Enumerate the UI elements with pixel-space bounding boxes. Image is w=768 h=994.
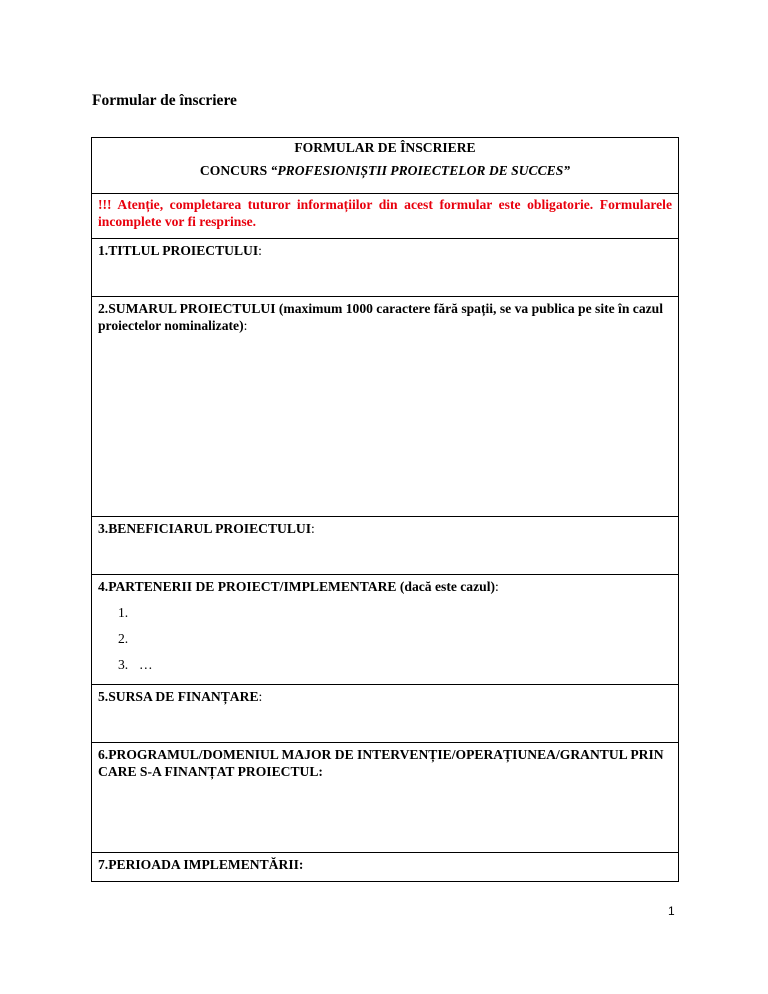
registration-form-table	[91, 137, 679, 882]
field-project-beneficiary[interactable]	[92, 517, 679, 575]
field-label: 1.TITLUL PROIECTULUI	[98, 243, 259, 258]
colon: :	[311, 521, 315, 536]
field-label: 5.SURSA DE FINANȚARE	[98, 689, 259, 704]
field-label: 2.SUMARUL PROIECTULUI (maximum 1000 caractere fără spații, se va publica pe site în cazul proiectelor nominalizate)	[98, 301, 663, 333]
colon: :	[258, 243, 262, 258]
list-item[interactable]	[118, 656, 672, 682]
form-title: FORMULAR DE ÎNSCRIERE	[294, 140, 476, 155]
list-item[interactable]	[118, 630, 672, 656]
field-project-summary[interactable]	[92, 297, 679, 517]
field-label: 4.PARTENERII DE PROIECT/IMPLEMENTARE (dacă este cazul)	[98, 579, 496, 594]
field-project-title[interactable]	[92, 239, 679, 297]
field-funding-source[interactable]	[92, 685, 679, 743]
field-label: 3.BENEFICIARUL PROIECTULUI	[98, 521, 312, 536]
warning-notice: !!! Atenție, completarea tuturor informațiilor din acest formular este obligatorie. Formularele incomplete vor fi resprinse.	[92, 194, 679, 239]
page-number: 1	[668, 904, 675, 918]
list-number: 2.	[118, 631, 129, 646]
field-label: 6.PROGRAMUL/DOMENIUL MAJOR DE INTERVENȚIE/OPERAȚIUNEA/GRANTUL PRIN CARE S-A FINANȚAT PROIECTUL:	[98, 747, 664, 779]
field-label: 7.PERIOADA IMPLEMENTĂRII:	[98, 857, 304, 872]
contest-prefix: CONCURS	[199, 163, 271, 178]
partner-list	[98, 604, 672, 682]
colon: :	[258, 689, 263, 704]
field-implementation-period[interactable]	[92, 853, 679, 882]
list-item[interactable]	[118, 604, 672, 630]
colon: :	[495, 579, 499, 594]
list-number: 1.	[118, 605, 129, 620]
list-text: …	[139, 657, 153, 672]
contest-title	[98, 156, 672, 179]
page-heading: Formular de înscriere	[92, 92, 237, 109]
field-project-partners[interactable]	[92, 575, 679, 685]
colon: :	[243, 318, 248, 333]
field-funding-program[interactable]	[92, 743, 679, 853]
list-number: 3.	[118, 657, 129, 672]
contest-name: “PROFESIONIȘTII PROIECTELOR DE SUCCES”	[270, 163, 571, 178]
form-title-cell	[92, 138, 679, 194]
